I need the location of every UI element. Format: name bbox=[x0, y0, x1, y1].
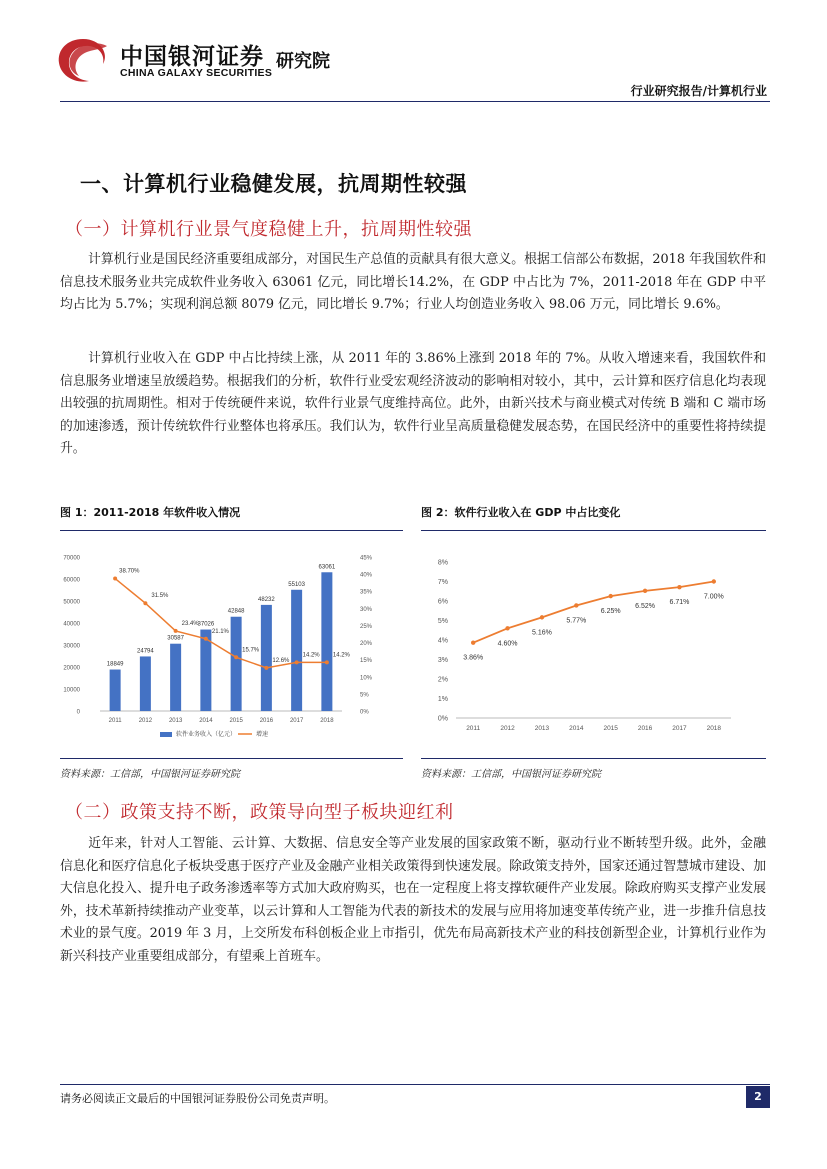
y-axis-tick-label: 1% bbox=[437, 696, 448, 703]
right-axis-tick-label: 45% bbox=[360, 555, 373, 562]
revenue-bar bbox=[140, 656, 151, 711]
bar-value-label: 30587 bbox=[167, 635, 184, 642]
legend-bar-swatch bbox=[160, 732, 172, 737]
figure-2-bottom-rule bbox=[421, 758, 766, 759]
header-divider bbox=[60, 101, 770, 102]
legend-bar-label: 软件业务收入（亿元） bbox=[176, 732, 237, 738]
gdp-share-line bbox=[473, 582, 714, 643]
gdp-share-label: 3.86% bbox=[463, 654, 484, 662]
bar-value-label: 42848 bbox=[227, 608, 245, 615]
x-axis-tick-label: 2011 bbox=[108, 718, 122, 724]
growth-point bbox=[264, 666, 268, 670]
right-axis-tick-label: 15% bbox=[360, 658, 373, 665]
bar-value-label: 48232 bbox=[258, 596, 275, 603]
growth-label: 15.7% bbox=[242, 647, 260, 654]
paragraph-2-text: 计算机行业收入在 GDP 中占比持续上涨，从 2011 年的 3.86%上涨到 2018 年的 7%。从收入增速来看，我国软件和信息服务业增速呈放缓趋势。根据我们的分析，软件行业受宏观经济波动的影响相对较小，其中，云计算和医疗信息化均表现出较强的抗周期性。相对于传统硬件来说，软件行业景气度维持高位。此外，由新兴技术与商业模式对传统 B 端和 C 端市场的加速渗透，预计传统软件行业整体也将承压。我们认为，软件行业呈高质量稳健发展态势，在国民经济中的重要性将持续提升。 bbox=[60, 351, 766, 456]
x-axis-tick-label: 2011 bbox=[466, 725, 481, 732]
growth-point bbox=[234, 655, 238, 659]
gdp-share-label: 6.71% bbox=[669, 599, 690, 607]
x-axis-tick-label: 2016 bbox=[637, 725, 653, 732]
growth-label: 14.2% bbox=[302, 652, 320, 659]
growth-label: 12.6% bbox=[272, 657, 290, 664]
x-axis-tick-label: 2015 bbox=[229, 718, 243, 724]
right-axis-tick-label: 35% bbox=[360, 589, 373, 596]
left-axis-tick-label: 70000 bbox=[63, 555, 80, 562]
gdp-share-point bbox=[608, 594, 612, 598]
growth-point bbox=[325, 660, 329, 664]
subsection-title-1: （一）计算机行业景气度稳健上升，抗周期性较强 bbox=[65, 219, 472, 240]
y-axis-tick-label: 2% bbox=[437, 676, 448, 684]
x-axis-tick-label: 2014 bbox=[569, 725, 584, 732]
footer-disclaimer: 请务必阅读正文最后的中国银河证券股份公司免责声明。 bbox=[60, 1092, 335, 1105]
revenue-bar bbox=[231, 617, 242, 711]
paragraph-1-text: 计算机行业是国民经济重要组成部分，对国民生产总值的贡献具有很大意义。根据工信部公布数据，2018 年我国软件和信息技术服务业共完成软件业务收入 63061 亿元，同比增长14.2%，在 GDP 中占比为 7%，2011-2018 年在 GDP 中平均占比为 5.7%；实现利润总额 8079 亿元，同比增长 9.7%；行业人均创造业务收入 98.06 万元，同比增长 9.6%。 bbox=[60, 252, 766, 312]
x-axis-tick-label: 2012 bbox=[138, 718, 153, 724]
paragraph-3 bbox=[60, 833, 766, 968]
software-revenue-chart bbox=[60, 540, 403, 754]
gdp-share-label: 7.00% bbox=[703, 593, 724, 601]
figure-2-top-rule bbox=[421, 530, 766, 531]
right-axis-tick-label: 20% bbox=[360, 641, 373, 648]
gdp-share-point bbox=[643, 589, 647, 593]
growth-label: 31.5% bbox=[151, 593, 169, 600]
gdp-share-label: 5.16% bbox=[532, 629, 552, 637]
figure-1-bottom-rule bbox=[60, 758, 403, 759]
report-tag: 行业研究报告/计算机行业 bbox=[630, 84, 767, 98]
growth-label: 23.4% bbox=[181, 620, 199, 627]
x-axis-tick-label: 2018 bbox=[706, 725, 722, 732]
revenue-bar bbox=[170, 644, 181, 711]
revenue-bar bbox=[291, 590, 302, 711]
gdp-share-point bbox=[505, 626, 509, 630]
gdp-share-point bbox=[712, 579, 716, 583]
page-number: 2 bbox=[746, 1086, 770, 1108]
figure-2-source: 资料来源：工信部，中国银河证券研究院 bbox=[421, 769, 601, 780]
growth-point bbox=[113, 577, 117, 581]
revenue-bar bbox=[110, 670, 121, 711]
y-axis-tick-label: 4% bbox=[437, 637, 448, 645]
gdp-share-label: 6.25% bbox=[600, 608, 621, 616]
legend-line-label: 增速 bbox=[256, 732, 269, 738]
left-axis-tick-label: 30000 bbox=[63, 643, 80, 650]
x-axis-tick-label: 2013 bbox=[168, 718, 183, 724]
y-axis-tick-label: 0% bbox=[437, 715, 448, 723]
y-axis-tick-label: 7% bbox=[437, 579, 448, 586]
right-axis-tick-label: 5% bbox=[360, 692, 369, 699]
growth-label: 38.70% bbox=[119, 568, 140, 575]
left-axis-tick-label: 50000 bbox=[63, 599, 80, 606]
x-axis-tick-label: 2013 bbox=[534, 725, 550, 732]
galaxy-logo-icon bbox=[55, 36, 111, 86]
right-axis-tick-label: 25% bbox=[360, 623, 373, 630]
bar-value-label: 24794 bbox=[137, 648, 154, 655]
paragraph-3-text: 近年来，针对人工智能、云计算、大数据、信息安全等产业发展的国家政策不断，驱动行业不断转型升级。此外，金融信息化和医疗信息化子板块受惠于医疗产业及金融产业相关政策得到快速发展。除政策支持外，国家还通过智慧城市建设、加大信息化投入、提升电子政务渗透率等方式加大政府购买，也在一定程度上将支撑软硬件产业发展。除政府购买支撑产业发展外，技术革新持续推动产业变革，以云计算和人工智能为代表的新技术的发展与应用将加速变革传统产业，进一步推升信息技术业的景气度。2019 年 3 月，上交所发布科创板企业上市指引，优先布局高新技术产业的科技创新型企业，计算机行业作为新兴科技产业重要组成部分，有望乘上首班车。 bbox=[60, 836, 766, 964]
growth-point bbox=[143, 601, 147, 605]
left-axis-tick-label: 20000 bbox=[63, 665, 80, 672]
gdp-share-label: 6.52% bbox=[635, 602, 655, 610]
right-axis-tick-label: 30% bbox=[360, 606, 373, 613]
x-axis-tick-label: 2017 bbox=[672, 725, 687, 732]
logo-english-name: CHINA GALAXY SECURITIES bbox=[120, 67, 273, 79]
section-title: 一、计算机行业稳健发展，抗周期性较强 bbox=[80, 172, 467, 196]
x-axis-tick-label: 2014 bbox=[199, 718, 213, 724]
subsection-title-2: （二）政策支持不断，政策导向型子板块迎红利 bbox=[65, 802, 454, 823]
revenue-bar bbox=[261, 605, 272, 711]
x-axis-tick-label: 2015 bbox=[603, 725, 618, 732]
bar-value-label: 55103 bbox=[288, 581, 305, 588]
figure-1-top-rule bbox=[60, 530, 403, 531]
growth-point bbox=[174, 629, 178, 633]
growth-label: 14.2% bbox=[332, 652, 350, 659]
gdp-share-point bbox=[574, 603, 578, 607]
paragraph-1 bbox=[60, 249, 766, 317]
gdp-share-point bbox=[677, 585, 681, 589]
paragraph-2 bbox=[60, 348, 766, 461]
growth-point bbox=[204, 637, 208, 641]
gdp-share-chart bbox=[421, 540, 766, 754]
bar-value-label: 37026 bbox=[197, 621, 215, 628]
x-axis-tick-label: 2017 bbox=[289, 718, 304, 724]
gdp-share-label: 5.77% bbox=[566, 617, 587, 625]
growth-label: 21.1% bbox=[211, 628, 229, 635]
left-axis-tick-label: 40000 bbox=[63, 621, 80, 628]
figure-2-caption: 图 2：软件行业收入在 GDP 中占比变化 bbox=[421, 506, 621, 519]
bar-value-label: 18849 bbox=[106, 661, 124, 668]
left-axis-tick-label: 60000 bbox=[63, 577, 80, 584]
y-axis-tick-label: 5% bbox=[437, 618, 448, 625]
revenue-bar bbox=[321, 572, 332, 711]
gdp-share-point bbox=[471, 641, 475, 645]
x-axis-tick-label: 2018 bbox=[320, 718, 334, 724]
right-axis-tick-label: 0% bbox=[360, 709, 369, 716]
y-axis-tick-label: 6% bbox=[437, 598, 448, 606]
x-axis-tick-label: 2016 bbox=[259, 718, 274, 724]
figure-1-caption: 图 1：2011-2018 年软件收入情况 bbox=[60, 506, 241, 519]
bar-value-label: 63061 bbox=[318, 564, 336, 571]
x-axis-tick-label: 2012 bbox=[500, 725, 515, 732]
right-axis-tick-label: 10% bbox=[360, 675, 373, 682]
y-axis-tick-label: 3% bbox=[437, 657, 448, 664]
gdp-share-point bbox=[540, 615, 544, 619]
left-axis-tick-label: 0 bbox=[76, 709, 80, 716]
growth-point bbox=[295, 660, 299, 664]
logo-chinese-name: 中国银河证券 bbox=[120, 44, 264, 70]
gdp-share-label: 4.60% bbox=[497, 640, 518, 648]
y-axis-tick-label: 8% bbox=[437, 559, 448, 567]
logo-institute: 研究院 bbox=[276, 51, 330, 72]
footer-divider bbox=[60, 1084, 770, 1085]
right-axis-tick-label: 40% bbox=[360, 572, 373, 579]
figure-1-source: 资料来源：工信部，中国银河证券研究院 bbox=[60, 769, 240, 780]
left-axis-tick-label: 10000 bbox=[63, 687, 80, 694]
